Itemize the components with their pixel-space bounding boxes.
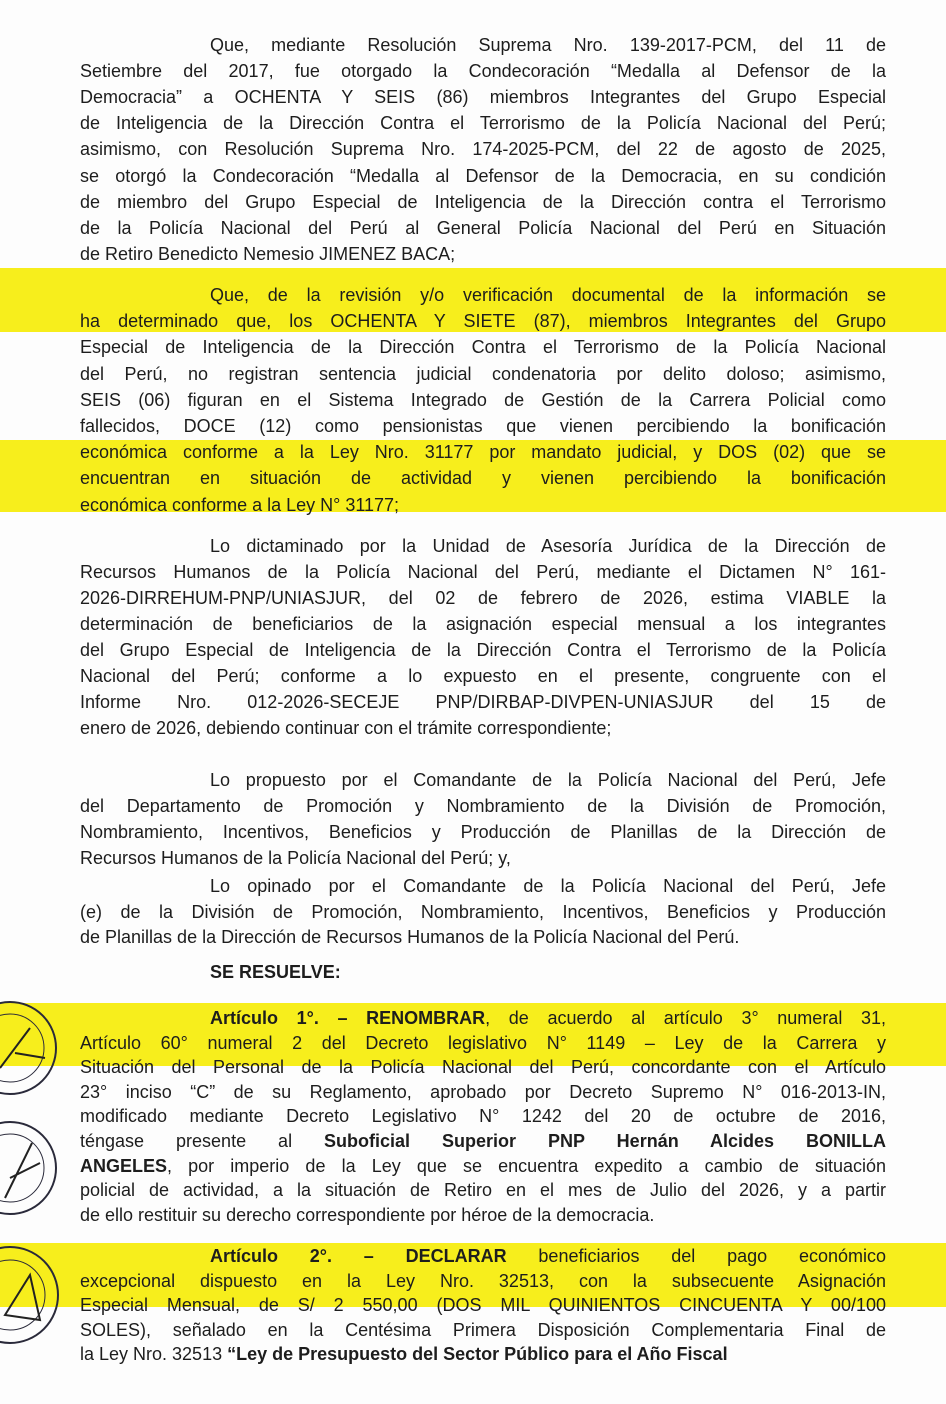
paragraph-dictamen-line: 2026-DIRREHUM-PNP/UNIASJUR, del 02 de febrero de 2026, estima VIABLE la (80, 588, 886, 608)
paragraph-revision-line: económica conforme a la Ley Nro. 31177 por mandato judicial, y DOS (02) que se (80, 442, 886, 463)
paragraph-revision-line: SEIS (06) figuran en el Sistema Integrado de Gestión de la Carrera Policial como (80, 389, 886, 410)
paragraph-revision-line: fallecidos, DOCE (12) como pensionistas que vienen percibiendo la bonificación (80, 416, 886, 436)
articulo-2-line: SOLES), señalado en la Centésima Primera Disposición Complementaria Final de (80, 1319, 886, 1340)
paragraph-condecoracion-line: se otorgó la Condecoración “Medalla al Defensor de la Democracia, en su condición (80, 165, 886, 186)
articulo-2-line: Especial Mensual, de S/ 2 550,00 (DOS MIL QUINIENTOS CINCUENTA Y 00/100 (80, 1295, 886, 1315)
text-segment: téngase presente al (80, 1131, 325, 1151)
paragraph-revision-line: encuentran en situación de actividad y vienen percibiendo la bonificación (80, 468, 886, 489)
text-segment: beneficiarios del pago económico (506, 1246, 886, 1266)
bold-text: SE RESUELVE: (210, 962, 341, 982)
paragraph-dictamen-line: Nacional del Perú; conforme a lo expuesto en el presente, congruente con el (80, 666, 886, 686)
bold-text: Artículo 2°. – DECLARAR (210, 1246, 507, 1266)
paragraph-propuesto-line: Recursos Humanos de la Policía Nacional del Perú; y, (80, 848, 511, 868)
official-seal-icon (0, 1240, 60, 1350)
paragraph-dictamen-line: Recursos Humanos de la Policía Nacional del Perú, mediante el Dictamen N° 161- (80, 562, 886, 582)
text-segment: la Ley Nro. 32513 (80, 1344, 228, 1364)
bold-text: “Ley de Presupuesto del Sector Público para el Año Fiscal (227, 1344, 728, 1364)
articulo-2-line: excepcional dispuesto en la Ley Nro. 32513, con la subsecuente Asignación (80, 1270, 886, 1291)
bold-text: ANGELES (80, 1155, 168, 1176)
articulo-2-line (210, 1243, 886, 1269)
paragraph-condecoracion-line: Que, mediante Resolución Suprema Nro. 139-2017-PCM, del 11 de (210, 35, 886, 55)
articulo-1-line (80, 1128, 886, 1154)
paragraph-propuesto-line: del Departamento de Promoción y Nombramiento de la División de Promoción, (80, 796, 886, 816)
paragraph-opinado-line: Lo opinado por el Comandante de la Policía Nacional del Perú, Jefe (210, 876, 886, 896)
paragraph-revision-line: ha determinado que, los OCHENTA Y SIETE (87), miembros Integrantes del Grupo (80, 311, 886, 332)
paragraph-revision-line: Que, de la revisión y/o verificación documental de la información se (210, 285, 886, 305)
paragraph-propuesto-line: Nombramiento, Incentivos, Beneficios y Producción de Planillas de la Dirección de (80, 822, 886, 842)
paragraph-dictamen-line: determinación de beneficiarios de la asignación especial mensual a los integrantes (80, 614, 886, 634)
articulo-1-line: 23° inciso “C” de su Reglamento, aprobado por Decreto Supremo N° 016-2013-IN, (80, 1081, 886, 1102)
paragraph-dictamen-line: Lo dictaminado por la Unidad de Asesoría Jurídica de la Dirección de (210, 536, 886, 556)
articulo-1-line: modificado mediante Decreto Legislativo N° 1242 del 20 de octubre de 2016, (80, 1106, 886, 1127)
paragraph-condecoracion-line: de miembro del Grupo Especial de Inteligencia de la Dirección contra el Terrorismo (80, 191, 886, 212)
articulo-1-line: Artículo 60° numeral 2 del Decreto legislativo N° 1149 – Ley de la Carrera y (80, 1032, 886, 1053)
text-segment: , por imperio de la Ley que se encuentra expedito a cambio de situación (167, 1155, 886, 1176)
paragraph-dictamen-line: del Grupo Especial de Inteligencia de la Dirección Contra el Terrorismo de la Policía (80, 640, 886, 660)
se-resuelve-heading-line (210, 959, 886, 985)
paragraph-condecoracion-line: de Inteligencia de la Dirección Contra el Terrorismo de la Policía Nacional del Perú; (80, 113, 886, 134)
articulo-2-line (80, 1341, 886, 1367)
official-seal-icon (0, 1118, 60, 1218)
paragraph-dictamen-line: enero de 2026, debiendo continuar con el trámite correspondiente; (80, 718, 612, 738)
paragraph-condecoracion-line: asimismo, con Resolución Suprema Nro. 174-2025-PCM, del 22 de agosto de 2025, (80, 139, 886, 160)
paragraph-opinado-line: de Planillas de la Dirección de Recursos Humanos de la Policía Nacional del Perú. (80, 927, 740, 947)
paragraph-revision-line: económica conforme a la Ley N° 31177; (80, 494, 400, 515)
paragraph-condecoracion-line: Democracia” a OCHENTA Y SEIS (86) miembros Integrantes del Grupo Especial (80, 87, 886, 108)
articulo-1-line: policial de actividad, a la situación de Retiro en el mes de Julio del 2026, y a partir (80, 1180, 886, 1201)
paragraph-opinado-line: (e) de la División de Promoción, Nombramiento, Incentivos, Beneficios y Producción (80, 901, 886, 922)
articulo-1-line (80, 1153, 886, 1179)
paragraph-dictamen-line: Informe Nro. 012-2026-SECEJE PNP/DIRBAP-DIVPEN-UNIASJUR del 15 de (80, 692, 886, 712)
paragraph-condecoracion-line: de Retiro Benedicto Nemesio JIMENEZ BACA; (80, 243, 456, 264)
bold-text: Artículo 1°. – RENOMBRAR (210, 1008, 486, 1028)
paragraph-condecoracion-line: Setiembre del 2017, fue otorgado la Condecoración “Medalla al Defensor de la (80, 61, 886, 82)
official-seal-icon (0, 998, 60, 1098)
articulo-1-line (210, 1005, 886, 1031)
articulo-1-line: Situación del Personal de la Policía Nacional del Perú, concordante con el Artículo (80, 1057, 886, 1078)
paragraph-revision-line: Especial de Inteligencia de la Dirección Contra el Terrorismo de la Policía Nacional (80, 337, 886, 358)
bold-text: Suboficial Superior PNP Hernán Alcides BONILLA (324, 1131, 886, 1151)
paragraph-revision-line: del Perú, no registran sentencia judicial condenatoria por delito doloso; asimismo, (80, 363, 886, 384)
paragraph-propuesto-line: Lo propuesto por el Comandante de la Policía Nacional del Perú, Jefe (210, 770, 886, 790)
text-segment: , de acuerdo al artículo 3° numeral 31, (485, 1008, 886, 1028)
paragraph-condecoracion-line: de la Policía Nacional del Perú al General Policía Nacional del Perú en Situación (80, 217, 886, 238)
articulo-1-line: de ello restituir su derecho correspondiente por héroe de la democracia. (80, 1204, 655, 1225)
